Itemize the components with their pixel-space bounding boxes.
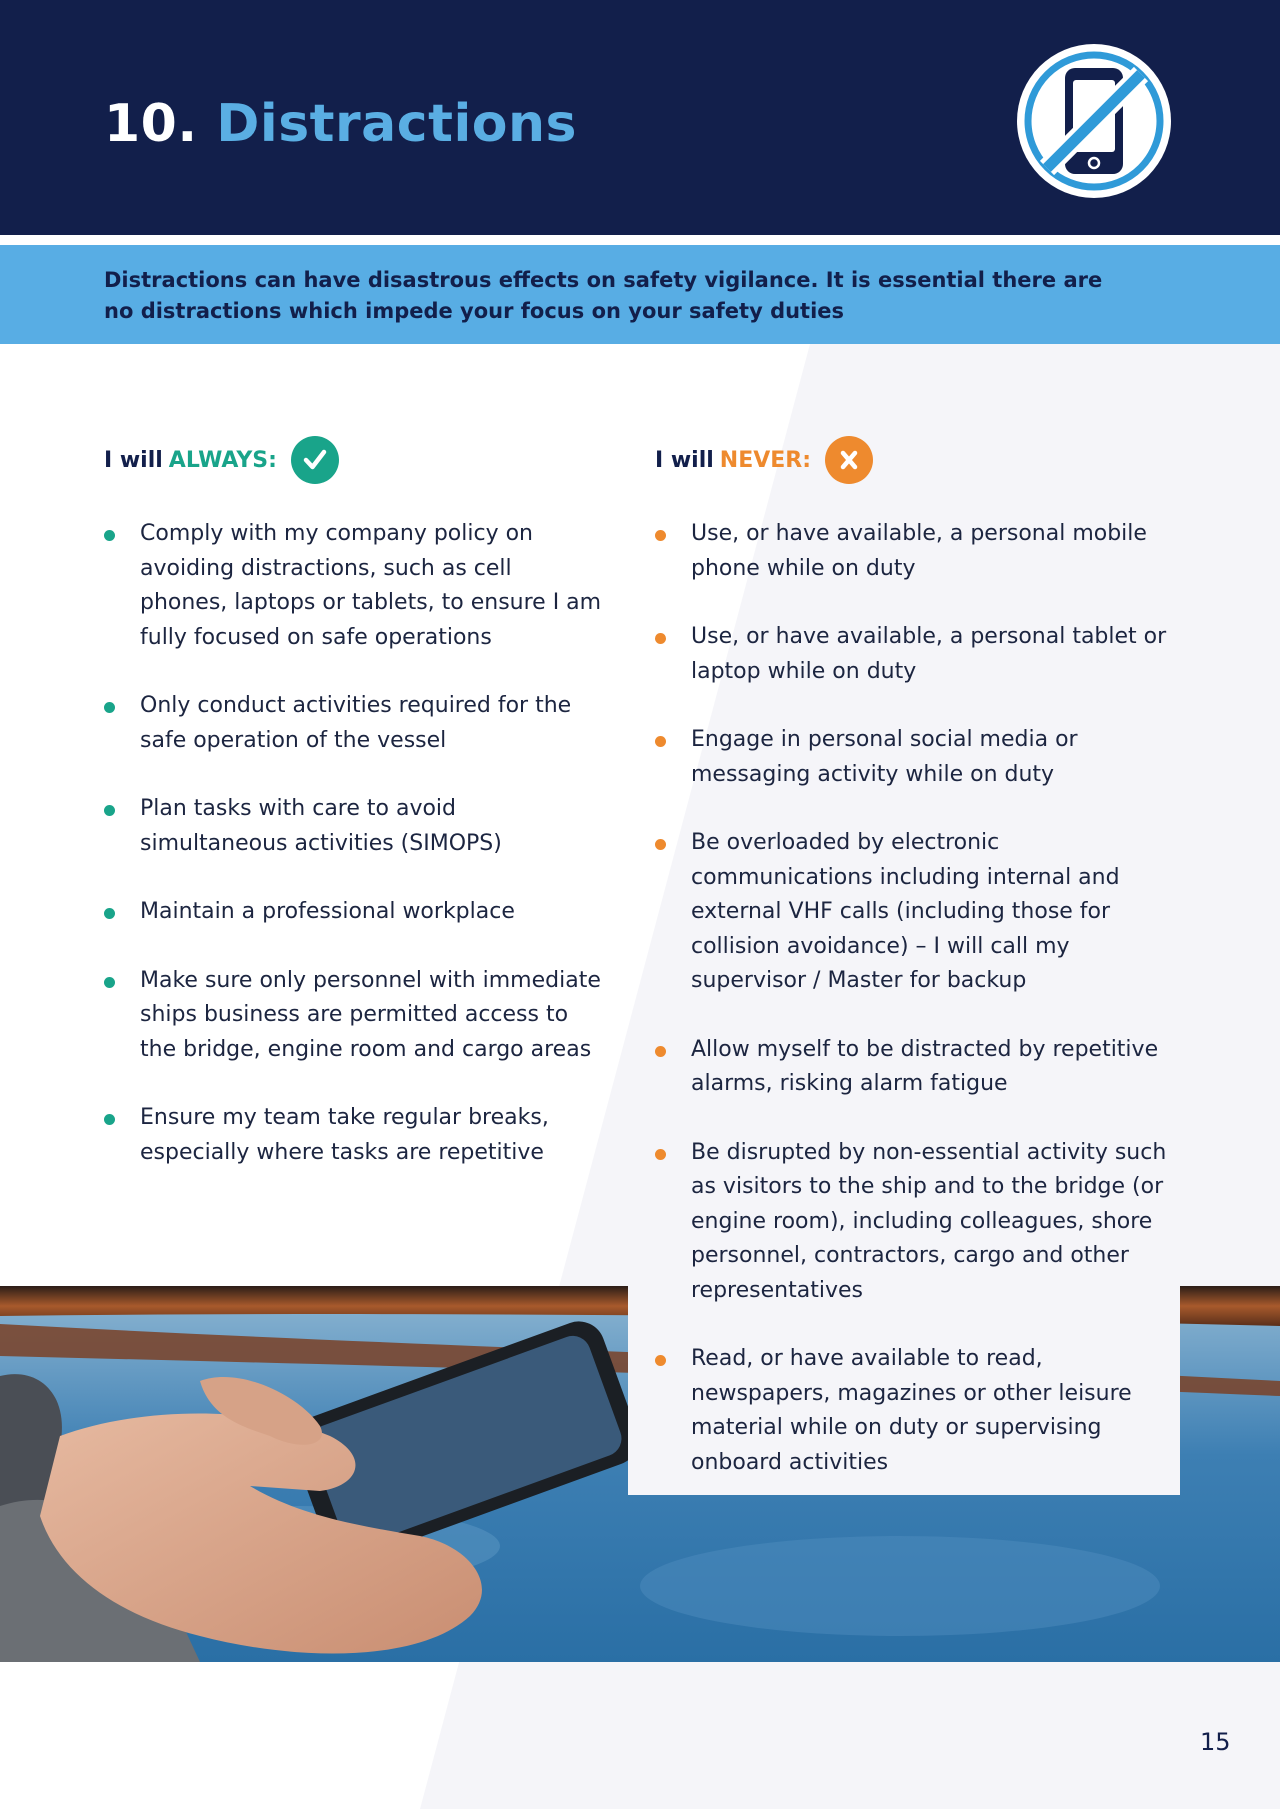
bullet-icon <box>655 633 666 644</box>
always-heading <box>104 436 339 484</box>
always-item: Plan tasks with care to avoid simultaneous activities (SIMOPS) <box>104 792 604 861</box>
bullet-icon <box>655 1149 666 1160</box>
section-title: Distractions <box>216 94 577 154</box>
always-item: Only conduct activities required for the safe operation of the vessel <box>104 689 604 758</box>
bullet-icon <box>104 702 115 713</box>
checkmark-icon <box>291 436 339 484</box>
header-divider <box>0 235 1280 245</box>
never-item: Read, or have available to read, newspapers, magazines or other leisure material while on duty or supervising onboard activities <box>655 1342 1175 1480</box>
bullet-icon <box>655 839 666 850</box>
always-item: Make sure only personnel with immediate ships business are permitted access to the bridge, engine room and cargo areas <box>104 964 604 1068</box>
page-header <box>0 0 1280 235</box>
never-prefix: I will <box>655 447 714 473</box>
always-prefix: I will <box>104 447 163 473</box>
never-item: Use, or have available, a personal mobile phone while on duty <box>655 517 1175 586</box>
bullet-icon <box>104 977 115 988</box>
never-list <box>655 517 1175 1480</box>
bullet-icon <box>104 1114 115 1125</box>
intro-banner <box>0 245 1280 344</box>
bullet-icon <box>655 736 666 747</box>
page-number: 15 <box>1200 1728 1231 1756</box>
never-keyword: NEVER: <box>719 447 812 473</box>
bullet-icon <box>104 908 115 919</box>
cross-icon <box>825 436 873 484</box>
never-heading <box>655 436 873 484</box>
always-item: Ensure my team take regular breaks, especially where tasks are repetitive <box>104 1101 604 1170</box>
never-item: Use, or have available, a personal tablet or laptop while on duty <box>655 620 1175 689</box>
bullet-icon <box>655 1355 666 1366</box>
bullet-icon <box>655 1046 666 1057</box>
never-item: Be disrupted by non-essential activity such as visitors to the ship and to the bridge (or engine room), including colleagues, shore personnel, contractors, cargo and other representatives <box>655 1136 1175 1309</box>
bullet-icon <box>104 805 115 816</box>
never-item: Be overloaded by electronic communications including internal and external VHF calls (including those for collision avoidance) – I will call my supervisor / Master for backup <box>655 826 1175 999</box>
bullet-icon <box>104 530 115 541</box>
never-item: Allow myself to be distracted by repetitive alarms, risking alarm fatigue <box>655 1033 1175 1102</box>
always-list <box>104 517 604 1170</box>
section-number: 10. <box>104 94 198 154</box>
always-item: Comply with my company policy on avoiding distractions, such as cell phones, laptops or tablets, to ensure I am fully focused on safe operations <box>104 517 604 655</box>
always-keyword: ALWAYS: <box>168 447 277 473</box>
page-title <box>104 92 577 156</box>
no-mobile-phone-icon <box>1015 42 1173 200</box>
intro-text: Distractions can have disastrous effects on safety vigilance. It is essential there are no distractions which impede your focus on your safety duties <box>104 268 1103 323</box>
never-item: Engage in personal social media or messaging activity while on duty <box>655 723 1175 792</box>
bullet-icon <box>655 530 666 541</box>
always-item: Maintain a professional workplace <box>104 895 604 930</box>
